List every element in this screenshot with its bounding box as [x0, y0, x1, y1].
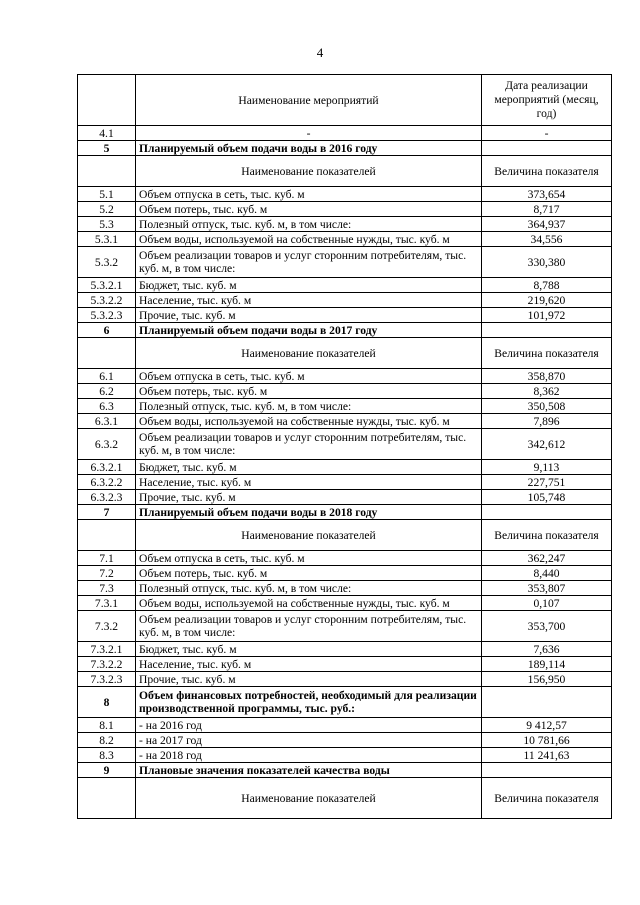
row-name: Прочие, тыс. куб. м [136, 490, 482, 505]
header-date-cell: Дата реализации мероприятий (месяц, год) [482, 75, 612, 126]
section-title: Планируемый объем подачи воды в 2017 году [136, 323, 482, 338]
row-number: 5.3.2.1 [78, 278, 136, 293]
header-name-cell: Наименование мероприятий [136, 75, 482, 126]
table-row [78, 672, 612, 687]
row-value: 227,751 [482, 475, 612, 490]
row-name: Объем отпуска в сеть, тыс. куб. м [136, 369, 482, 384]
section-row [78, 687, 612, 718]
row-value: 7,636 [482, 642, 612, 657]
row-name: - [136, 126, 482, 141]
row-number: 5.3.1 [78, 232, 136, 247]
table-row [78, 611, 612, 642]
table-row [78, 657, 612, 672]
indicator-value-header: Величина показателя [482, 156, 612, 187]
section-row [78, 141, 612, 156]
table-row [78, 126, 612, 141]
table-row [78, 551, 612, 566]
section-number: 5 [78, 141, 136, 156]
row-name: Объем реализации товаров и услуг сторонним потребителям, тыс. куб. м, в том числе: [136, 611, 482, 642]
row-name: Объем потерь, тыс. куб. м [136, 202, 482, 217]
row-value: 0,107 [482, 596, 612, 611]
row-value: 105,748 [482, 490, 612, 505]
table-row [78, 429, 612, 460]
indicator-name-header: Наименование показателей [136, 338, 482, 369]
row-number: 7.3 [78, 581, 136, 596]
table-row [78, 217, 612, 232]
indicator-header-row [78, 338, 612, 369]
section-title: Плановые значения показателей качества воды [136, 763, 482, 778]
section-number: 8 [78, 687, 136, 718]
section-number: 6 [78, 323, 136, 338]
row-value: 358,870 [482, 369, 612, 384]
row-value: 373,654 [482, 187, 612, 202]
section-number: 7 [78, 505, 136, 520]
row-value: 9 412,57 [482, 718, 612, 733]
row-value: 11 241,63 [482, 748, 612, 763]
table-row [78, 187, 612, 202]
row-value: 8,788 [482, 278, 612, 293]
row-value: 8,717 [482, 202, 612, 217]
table-row [78, 399, 612, 414]
table-row [78, 581, 612, 596]
table-row [78, 278, 612, 293]
row-number: 7.3.2.1 [78, 642, 136, 657]
row-number: 8.3 [78, 748, 136, 763]
indicator-name-header: Наименование показателей [136, 156, 482, 187]
section-row [78, 323, 612, 338]
row-value: 189,114 [482, 657, 612, 672]
row-number: 6.3 [78, 399, 136, 414]
row-number: 7.3.2.3 [78, 672, 136, 687]
row-name: Бюджет, тыс. куб. м [136, 642, 482, 657]
row-value: 342,612 [482, 429, 612, 460]
indicator-header-row [78, 520, 612, 551]
row-name: Полезный отпуск, тыс. куб. м, в том числе: [136, 399, 482, 414]
row-name: Объем воды, используемой на собственные нужды, тыс. куб. м [136, 414, 482, 429]
table-row [78, 232, 612, 247]
row-value: 362,247 [482, 551, 612, 566]
row-number: 5.1 [78, 187, 136, 202]
table-row [78, 460, 612, 475]
indicator-name-header: Наименование показателей [136, 520, 482, 551]
table-header-row [78, 75, 612, 126]
table-row [78, 596, 612, 611]
table-row [78, 293, 612, 308]
row-number: 5.3.2.2 [78, 293, 136, 308]
row-name: Бюджет, тыс. куб. м [136, 278, 482, 293]
row-name: - на 2018 год [136, 748, 482, 763]
row-number: 6.1 [78, 369, 136, 384]
row-name: Объем отпуска в сеть, тыс. куб. м [136, 187, 482, 202]
row-name: Объем реализации товаров и услуг сторонним потребителям, тыс. куб. м, в том числе: [136, 429, 482, 460]
table-row [78, 475, 612, 490]
row-value: 8,440 [482, 566, 612, 581]
row-value: 219,620 [482, 293, 612, 308]
indicator-value-header: Величина показателя [482, 338, 612, 369]
row-number: 6.3.2.1 [78, 460, 136, 475]
row-number: 4.1 [78, 126, 136, 141]
row-value: 9,113 [482, 460, 612, 475]
row-value: 330,380 [482, 247, 612, 278]
row-value: 156,950 [482, 672, 612, 687]
section-row [78, 763, 612, 778]
row-name: Население, тыс. куб. м [136, 475, 482, 490]
row-number: 7.3.2.2 [78, 657, 136, 672]
row-name: - на 2016 год [136, 718, 482, 733]
table-row [78, 308, 612, 323]
page-number: 4 [316, 45, 324, 60]
table-row [78, 369, 612, 384]
row-value: 353,807 [482, 581, 612, 596]
section-title: Планируемый объем подачи воды в 2018 году [136, 505, 482, 520]
row-value: 8,362 [482, 384, 612, 399]
table-row [78, 733, 612, 748]
row-value: 101,972 [482, 308, 612, 323]
row-value: 7,896 [482, 414, 612, 429]
indicator-header-row [78, 156, 612, 187]
row-name: Население, тыс. куб. м [136, 293, 482, 308]
table-row [78, 718, 612, 733]
row-number: 6.2 [78, 384, 136, 399]
section-title: Планируемый объем подачи воды в 2016 году [136, 141, 482, 156]
indicator-header-row [78, 778, 612, 819]
row-number: 6.3.2.3 [78, 490, 136, 505]
row-value: 350,508 [482, 399, 612, 414]
row-number: 5.3.2.3 [78, 308, 136, 323]
row-value: 364,937 [482, 217, 612, 232]
row-name: Объем потерь, тыс. куб. м [136, 566, 482, 581]
row-value: 353,700 [482, 611, 612, 642]
row-name: Прочие, тыс. куб. м [136, 308, 482, 323]
row-name: Полезный отпуск, тыс. куб. м, в том числе: [136, 217, 482, 232]
row-name: - на 2017 год [136, 733, 482, 748]
row-name: Бюджет, тыс. куб. м [136, 460, 482, 475]
row-number: 6.3.2 [78, 429, 136, 460]
table-row [78, 566, 612, 581]
table-row [78, 748, 612, 763]
row-name: Полезный отпуск, тыс. куб. м, в том числе: [136, 581, 482, 596]
row-number: 7.3.1 [78, 596, 136, 611]
row-number: 7.1 [78, 551, 136, 566]
row-number: 5.3 [78, 217, 136, 232]
table-row [78, 642, 612, 657]
row-name: Объем реализации товаров и услуг сторонним потребителям, тыс. куб. м, в том числе: [136, 247, 482, 278]
row-number: 7.2 [78, 566, 136, 581]
row-value: - [482, 126, 612, 141]
section-title: Объем финансовых потребностей, необходимый для реализации производственной программы, тыс. руб.: [136, 687, 482, 718]
row-number: 5.3.2 [78, 247, 136, 278]
table-row [78, 384, 612, 399]
row-number: 6.3.1 [78, 414, 136, 429]
table-row [78, 247, 612, 278]
table-row [78, 490, 612, 505]
row-value: 34,556 [482, 232, 612, 247]
row-name: Прочие, тыс. куб. м [136, 672, 482, 687]
header-num-cell [78, 75, 136, 126]
row-name: Объем отпуска в сеть, тыс. куб. м [136, 551, 482, 566]
row-number: 5.2 [78, 202, 136, 217]
indicator-name-header: Наименование показателей [136, 778, 482, 819]
row-number: 7.3.2 [78, 611, 136, 642]
table-row [78, 202, 612, 217]
section-number: 9 [78, 763, 136, 778]
production-program-table [77, 74, 612, 819]
row-name: Объем потерь, тыс. куб. м [136, 384, 482, 399]
row-name: Объем воды, используемой на собственные нужды, тыс. куб. м [136, 596, 482, 611]
table-row [78, 414, 612, 429]
row-number: 8.1 [78, 718, 136, 733]
section-row [78, 505, 612, 520]
indicator-value-header: Величина показателя [482, 778, 612, 819]
row-name: Объем воды, используемой на собственные нужды, тыс. куб. м [136, 232, 482, 247]
indicator-value-header: Величина показателя [482, 520, 612, 551]
row-value: 10 781,66 [482, 733, 612, 748]
row-number: 8.2 [78, 733, 136, 748]
row-name: Население, тыс. куб. м [136, 657, 482, 672]
row-number: 6.3.2.2 [78, 475, 136, 490]
